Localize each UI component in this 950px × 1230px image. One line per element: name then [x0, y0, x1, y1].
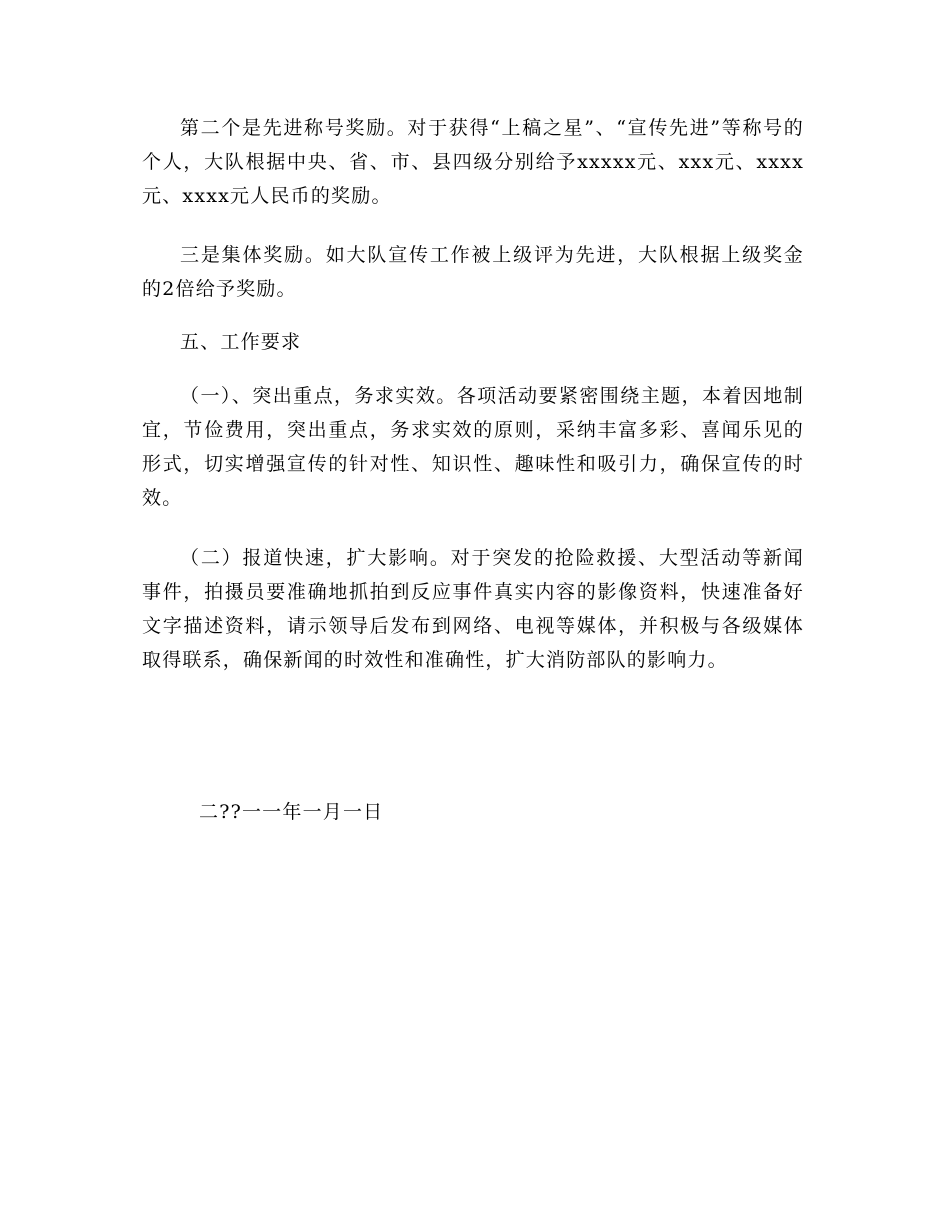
document-date: 二??一一年一月一日 [199, 801, 384, 823]
paragraph-advanced-title-award: 第二个是先进称号奖励。对于获得“上稿之星”、“宣传先进”等称号的个人，大队根据中央、省、市、县四级分别给予xxxxx元、xxx元、xxxx元、xxxx元人民币的奖励。 [142, 117, 804, 207]
section-heading-work-requirements: 五、工作要求 [180, 331, 302, 353]
paragraph-collective-award: 三是集体奖励。如大队宣传工作被上级评为先进，大队根据上级奖金的2倍给予奖励。 [142, 244, 804, 300]
paragraph-requirement-two: （二）报道快速，扩大影响。对于突发的抢险救援、大型活动等新闻事件，拍摄员要准确地抓拍到反应事件真实内容的影像资料，快速准备好文字描述资料，请示领导后发布到网络、电视等媒体，并积极与各级媒体取得联系，确保新闻的时效性和准确性，扩大消防部队的影响力。 [142, 547, 804, 671]
paragraph-requirement-one: （一）、突出重点，务求实效。各项活动要紧密围绕主题，本着因地制宜，节俭费用，突出重点，务求实效的原则，采纳丰富多彩、喜闻乐见的形式，切实增强宣传的针对性、知识性、趣味性和吸引力，确保宣传的时效。 [142, 385, 804, 509]
